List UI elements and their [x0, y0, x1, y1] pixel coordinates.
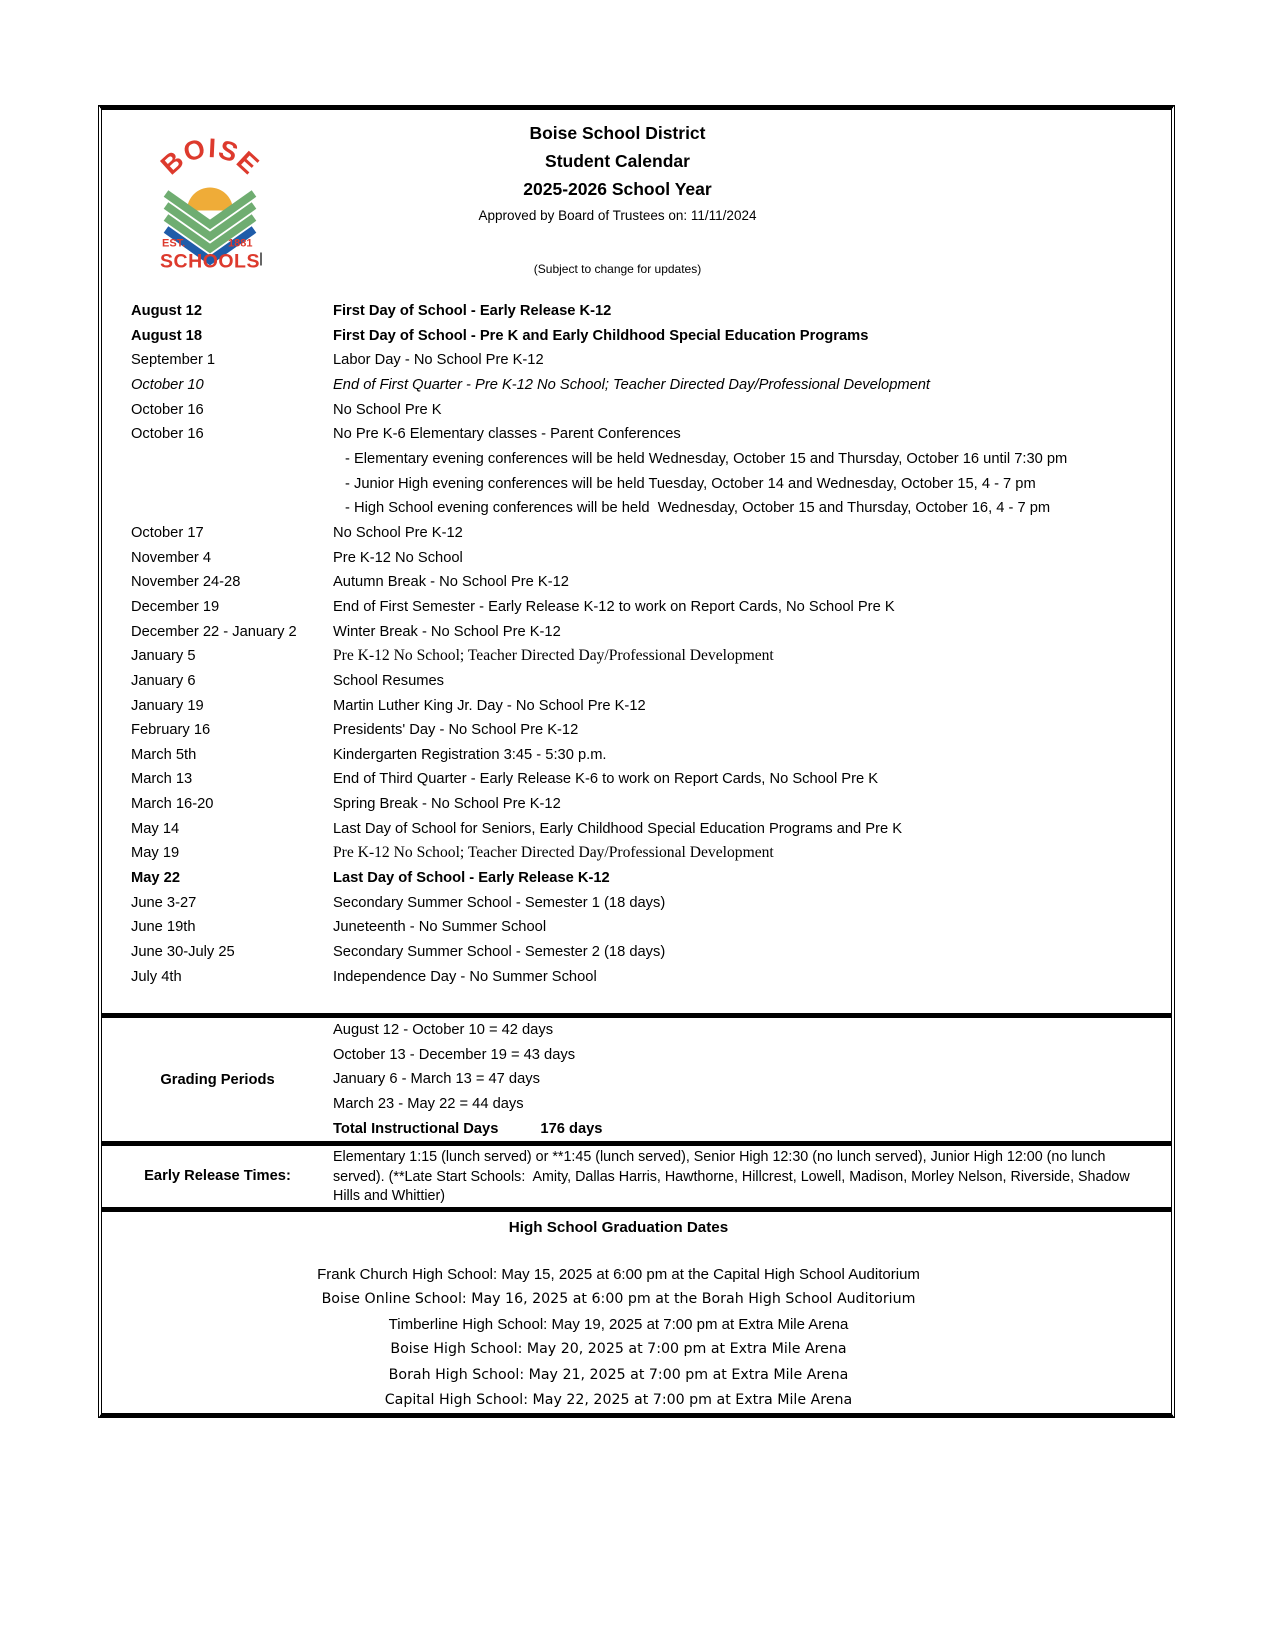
event-subrow — [102, 472, 1171, 497]
event-row — [102, 767, 1171, 792]
event-date: July 4th — [131, 968, 182, 985]
event-description: Presidents' Day - No School Pre K-12 — [333, 722, 579, 739]
event-row — [102, 866, 1171, 891]
early-release-text: Elementary 1:15 (lunch served) or **1:45 (lunch served), Senior High 12:30 (no lunch served), Junior High 12:00 (no lunch served). (**Late Start Schools: Amity, Dallas Harris, Hawthorne, Hillcrest, Lowell, Madison, Morley Nelson, Riverside, Shadow Hills and Whittier) — [333, 1149, 1134, 1205]
graduation-line: Borah High School: May 21, 2025 at 7:00 pm at Extra Mile Arena — [388, 1366, 849, 1383]
event-row — [102, 669, 1171, 694]
boise-schools-logo — [154, 133, 266, 271]
grading-period-row: March 23 - May 22 = 44 days — [333, 1095, 524, 1112]
event-description: No Pre K-6 Elementary classes - Parent Conferences — [333, 426, 681, 443]
event-date: June 19th — [131, 919, 196, 936]
grading-periods-section — [102, 1013, 1171, 1141]
grading-periods-label: Grading Periods — [160, 1071, 275, 1088]
early-release-section — [102, 1141, 1171, 1207]
event-row — [102, 348, 1171, 373]
event-date: October 17 — [131, 524, 204, 541]
grading-total-row — [333, 1117, 1171, 1142]
event-date: June 30-July 25 — [131, 944, 235, 961]
event-description: Labor Day - No School Pre K-12 — [333, 352, 544, 369]
event-description: End of First Semester - Early Release K-12 to work on Report Cards, No School Pre K — [333, 598, 895, 615]
grading-period-list — [333, 1018, 1171, 1141]
event-row — [102, 694, 1171, 719]
document-subtitle: Student Calendar — [545, 151, 690, 171]
event-date: December 22 - January 2 — [131, 623, 297, 640]
event-row — [102, 324, 1171, 349]
event-date: October 10 — [131, 376, 204, 393]
event-description: First Day of School - Early Release K-12 — [333, 303, 612, 319]
calendar-section — [102, 110, 1171, 1013]
event-date: June 3-27 — [131, 894, 197, 911]
event-row — [102, 718, 1171, 743]
event-row — [102, 965, 1171, 990]
graduation-line: Boise High School: May 20, 2025 at 7:00 pm at Extra Mile Arena — [390, 1341, 847, 1358]
event-date: October 16 — [131, 426, 204, 443]
event-description: Last Day of School for Seniors, Early Childhood Special Education Programs and Pre K — [333, 820, 903, 837]
event-date: January 6 — [131, 672, 196, 689]
event-description: Independence Day - No Summer School — [333, 968, 597, 985]
event-row — [102, 373, 1171, 398]
event-description: No School Pre K-12 — [333, 524, 463, 541]
event-row — [102, 940, 1171, 965]
event-row — [102, 891, 1171, 916]
event-row — [102, 817, 1171, 842]
event-date: December 19 — [131, 598, 220, 615]
early-release-label: Early Release Times: — [144, 1168, 291, 1185]
event-row — [102, 521, 1171, 546]
event-date: March 5th — [131, 746, 197, 763]
event-row — [102, 743, 1171, 768]
event-description: Kindergarten Registration 3:45 - 5:30 p.m. — [333, 746, 607, 763]
logo-est-label: EST. — [162, 237, 186, 250]
approved-note: Approved by Board of Trustees on: 11/11/2024 — [478, 208, 757, 223]
event-description: First Day of School - Pre K and Early Childhood Special Education Programs — [333, 327, 869, 344]
event-row — [102, 841, 1171, 866]
event-date: January 19 — [131, 697, 204, 714]
total-instructional-days-label: Total Instructional Days — [333, 1120, 499, 1137]
event-date: May 14 — [131, 820, 180, 837]
event-date: August 12 — [131, 303, 202, 319]
event-date: March 13 — [131, 771, 193, 788]
event-date: February 16 — [131, 722, 211, 739]
event-row — [102, 422, 1171, 447]
event-description: Winter Break - No School Pre K-12 — [333, 623, 561, 640]
event-list — [102, 299, 1171, 989]
event-row — [102, 546, 1171, 571]
grading-period-row: October 13 - December 19 = 43 days — [333, 1046, 576, 1063]
subject-to-change-note: (Subject to change for updates) — [533, 262, 702, 276]
calendar-document — [98, 105, 1175, 1418]
event-date: November 4 — [131, 549, 211, 566]
event-date: May 19 — [131, 845, 180, 862]
event-date: March 16-20 — [131, 796, 214, 813]
event-description: Secondary Summer School - Semester 2 (18 days) — [333, 944, 666, 961]
total-instructional-days-value: 176 days — [540, 1120, 603, 1137]
event-row — [102, 915, 1171, 940]
graduation-line: Capital High School: May 22, 2025 at 7:00 pm at Extra Mile Arena — [384, 1391, 853, 1408]
event-date: May 22 — [131, 870, 180, 887]
event-description: Pre K-12 No School; Teacher Directed Day/Professional Development — [333, 844, 774, 862]
event-description: No School Pre K — [333, 401, 442, 418]
grading-period-row: August 12 - October 10 = 42 days — [333, 1022, 554, 1039]
event-description: Spring Break - No School Pre K-12 — [333, 796, 561, 813]
event-row — [102, 398, 1171, 423]
event-date: November 24-28 — [131, 574, 241, 591]
event-description: End of Third Quarter - Early Release K-6 to work on Report Cards, No School Pre K — [333, 771, 879, 788]
document-header — [102, 110, 1171, 299]
event-subrow — [102, 447, 1171, 472]
event-description: Pre K-12 No School; Teacher Directed Day/Professional Development — [333, 647, 774, 665]
event-date: August 18 — [131, 327, 202, 344]
event-description: - Elementary evening conferences will be held Wednesday, October 15 and Thursday, October 16 until 7:30 pm — [345, 450, 1068, 467]
event-description: Juneteenth - No Summer School — [333, 919, 547, 936]
event-row — [102, 595, 1171, 620]
event-row — [102, 792, 1171, 817]
graduation-section — [102, 1207, 1171, 1413]
graduation-line: Boise Online School: May 16, 2025 at 6:00 pm at the Borah High School Auditorium — [321, 1290, 916, 1307]
event-description: End of First Quarter - Pre K-12 No School; Teacher Directed Day/Professional Development — [333, 376, 931, 393]
event-date — [102, 472, 333, 497]
event-subrow — [102, 496, 1171, 521]
event-description: Last Day of School - Early Release K-12 — [333, 870, 610, 887]
school-year: 2025-2026 School Year — [523, 179, 712, 199]
logo-established-year: 1881 — [228, 237, 253, 250]
graduation-heading: High School Graduation Dates — [508, 1218, 729, 1236]
event-description: Martin Luther King Jr. Day - No School Pre K-12 — [333, 697, 646, 714]
event-description: Autumn Break - No School Pre K-12 — [333, 574, 569, 591]
event-description: - High School evening conferences will be held Wednesday, October 15 and Thursday, October 16, 4 - 7 pm — [345, 500, 1051, 517]
logo-schools-label: SCHOOLS — [160, 250, 260, 271]
event-description: - Junior High evening conferences will be held Tuesday, October 14 and Wednesday, October 15, 4 - 7 pm — [345, 475, 1036, 492]
graduation-line: Frank Church High School: May 15, 2025 at 6:00 pm at the Capital High School Auditorium — [317, 1265, 920, 1283]
graduation-line: Timberline High School: May 19, 2025 at 7:00 pm at Extra Mile Arena — [388, 1316, 849, 1334]
event-date: January 5 — [131, 648, 196, 665]
graduation-line-list — [102, 1262, 1135, 1413]
event-row — [102, 644, 1171, 669]
event-date: October 16 — [131, 401, 204, 418]
event-description: Pre K-12 No School — [333, 549, 463, 566]
event-row — [102, 299, 1171, 324]
event-row — [102, 570, 1171, 595]
logo-arc-text: BOISE — [154, 133, 266, 181]
document-title: Boise School District — [529, 123, 706, 143]
event-date — [102, 496, 333, 521]
grading-period-row: January 6 - March 13 = 47 days — [333, 1071, 540, 1088]
event-description: School Resumes — [333, 672, 445, 689]
event-date: September 1 — [131, 352, 216, 369]
event-row — [102, 620, 1171, 645]
logo-sun-icon — [187, 188, 233, 211]
event-description: Secondary Summer School - Semester 1 (18 days) — [333, 894, 666, 911]
event-date — [102, 447, 333, 472]
